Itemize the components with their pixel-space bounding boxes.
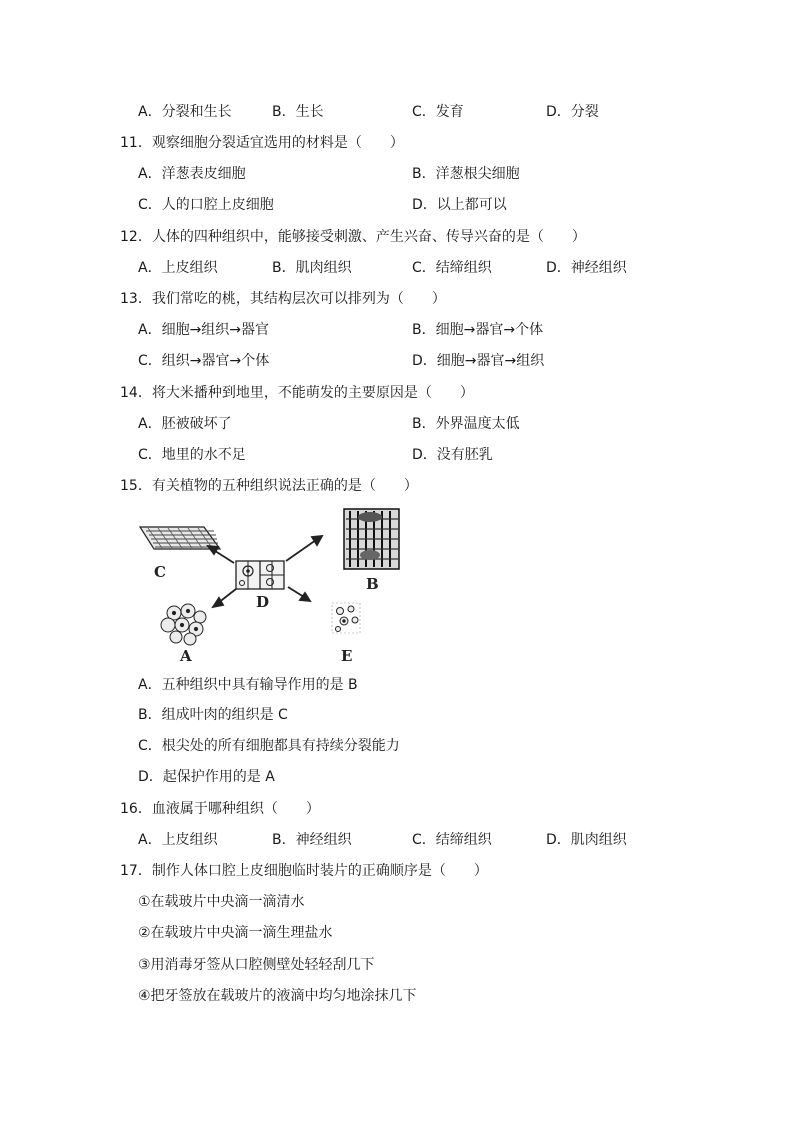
q11-option-b: B．洋葱根尖细胞 xyxy=(412,166,520,182)
q10-option-a: A．分裂和生长 xyxy=(138,104,232,120)
tissue-e-cells-image xyxy=(332,603,360,633)
q15-stem: 15．有关植物的五种组织说法正确的是（ ） xyxy=(120,478,418,494)
q13-stem: 13．我们常吃的桃，其结构层次可以排列为（ ） xyxy=(120,291,446,307)
q17-step-2: ②在载玻片中央滴一滴生理盐水 xyxy=(138,925,333,941)
label-d: D xyxy=(256,593,270,611)
q13-option-b: B．细胞→器官→个体 xyxy=(412,322,544,338)
q12-option-a: A．上皮组织 xyxy=(138,260,218,276)
q13-option-a: A．细胞→组织→器官 xyxy=(138,322,270,338)
q14-option-c: C．地里的水不足 xyxy=(138,447,246,463)
q14-option-a: A．胚被破坏了 xyxy=(138,416,232,432)
q11-option-c: C．人的口腔上皮细胞 xyxy=(138,197,274,213)
tissue-a-cluster-image xyxy=(161,604,206,645)
q10-option-b: B．生长 xyxy=(272,104,324,120)
q10-option-d: D．分裂 xyxy=(546,104,599,120)
q15-option-d: D．起保护作用的是 A xyxy=(138,769,275,785)
q10-option-c: C．发育 xyxy=(412,104,464,120)
label-b: B xyxy=(366,575,379,593)
plant-tissues-figure xyxy=(136,505,411,665)
label-c: C xyxy=(154,563,166,581)
q14-option-b: B．外界温度太低 xyxy=(412,416,520,432)
tissue-d-cells-image xyxy=(236,561,284,589)
q16-option-b: B．神经组织 xyxy=(272,832,352,848)
q14-stem: 14．将大米播种到地里，不能萌发的主要原因是（ ） xyxy=(120,385,474,401)
q13-option-d: D．细胞→器官→组织 xyxy=(412,353,545,369)
q17-step-1: ①在载玻片中央滴一滴清水 xyxy=(138,894,305,910)
q16-option-c: C．结缔组织 xyxy=(412,832,492,848)
q15-option-b: B．组成叶肉的组织是 C xyxy=(138,707,288,723)
label-e: E xyxy=(341,647,353,665)
q14-option-d: D．没有胚乳 xyxy=(412,447,493,463)
q13-option-c: C．组织→器官→个体 xyxy=(138,353,270,369)
q15-option-c: C．根尖处的所有细胞都具有持续分裂能力 xyxy=(138,738,400,754)
label-a: A xyxy=(180,647,192,665)
q11-option-d: D．以上都可以 xyxy=(412,197,507,213)
q17-step-4: ④把牙签放在载玻片的液滴中均匀地涂抹几下 xyxy=(138,988,417,1004)
q12-option-c: C．结缔组织 xyxy=(412,260,492,276)
q15-option-a: A．五种组织中具有输导作用的是 B xyxy=(138,677,358,693)
q12-option-b: B．肌肉组织 xyxy=(272,260,352,276)
q11-stem: 11．观察细胞分裂适宜选用的材料是（ ） xyxy=(120,135,404,151)
q12-option-d: D．神经组织 xyxy=(546,260,627,276)
q12-stem: 12．人体的四种组织中，能够接受刺激、产生兴奋、传导兴奋的是（ ） xyxy=(120,229,586,245)
q17-stem: 17．制作人体口腔上皮细胞临时装片的正确顺序是（ ） xyxy=(120,863,488,879)
q16-option-d: D．肌肉组织 xyxy=(546,832,627,848)
q16-stem: 16．血液属于哪种组织（ ） xyxy=(120,801,320,817)
q16-option-a: A．上皮组织 xyxy=(138,832,218,848)
q11-option-a: A．洋葱表皮细胞 xyxy=(138,166,246,182)
q17-step-3: ③用消毒牙签从口腔侧壁处轻轻刮几下 xyxy=(138,957,375,973)
tissue-b-vascular-image xyxy=(344,509,399,569)
